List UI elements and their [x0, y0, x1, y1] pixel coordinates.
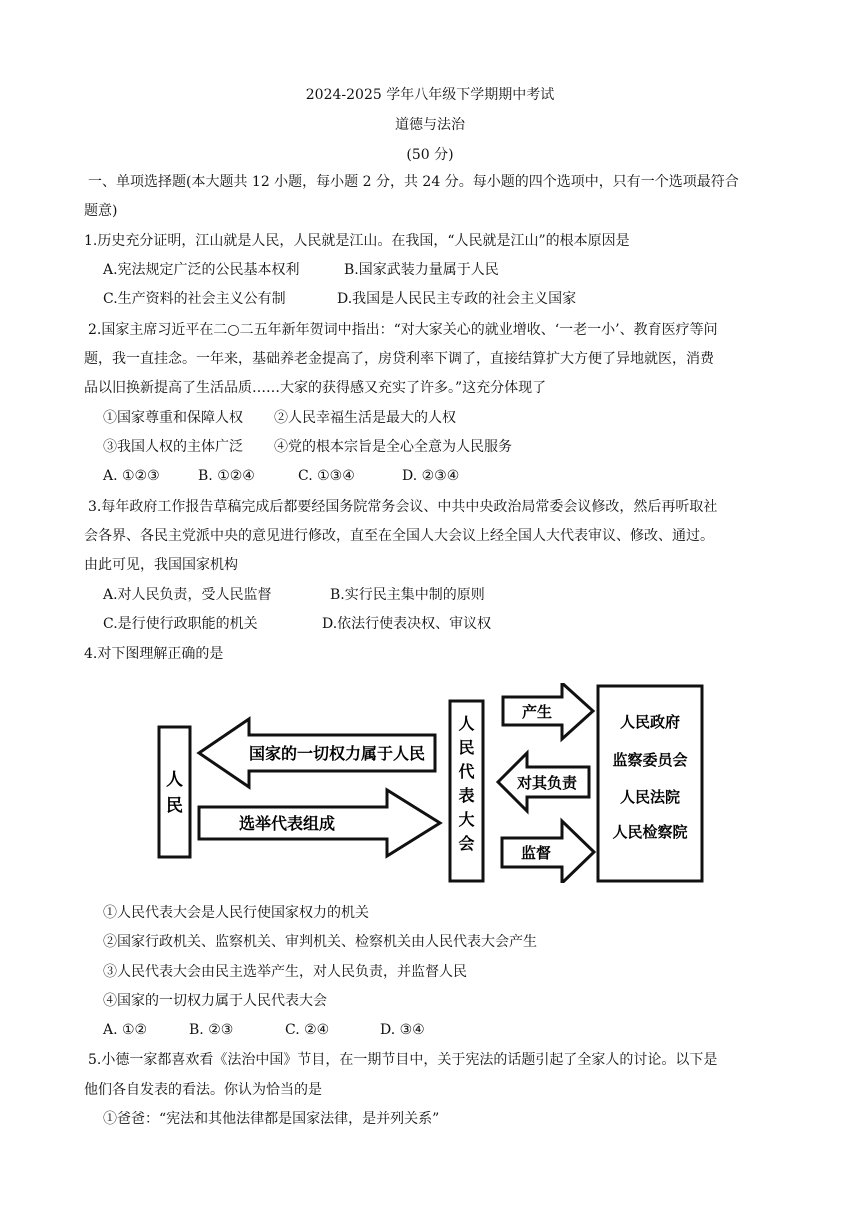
q4-statement-4: ④国家的一切权力属于人民代表大会: [103, 993, 327, 1009]
q4-statement-2: ②国家行政机关、监察机关、审判机关、检察机关由人民代表大会产生: [103, 934, 537, 950]
q1-option-c: C.生产资料的社会主义公有制: [103, 291, 286, 307]
question-2-line2: 题，我一直挂念。一年来，基础养老金提高了，房贷利率下调了，直接结算扩大方便了异地就医，消费: [84, 351, 714, 367]
congress-char-1: 人: [458, 714, 475, 733]
congress-char-6: 会: [458, 834, 475, 853]
question-4-stem: 4.对下图理解正确的是: [84, 646, 224, 662]
question-2-line3: 品以旧换新提高了生活品质……大家的获得感又充实了许多。”这充分体现了: [84, 380, 547, 396]
responsible-label: 对其负责: [516, 774, 578, 792]
question-5-line2: 他们各自发表的看法。你认为恰当的是: [84, 1082, 322, 1098]
organ-government: 人民政府: [619, 713, 681, 731]
organ-court: 人民法院: [619, 788, 681, 806]
q2-option-d: D. ②③④: [402, 468, 460, 484]
elect-label: 选举代表组成: [238, 814, 336, 833]
organ-procuratorate: 人民检察院: [612, 823, 688, 841]
q2-option-a: A. ①②③: [103, 468, 160, 484]
people-char-2: 民: [166, 796, 183, 816]
power-belongs-label: 国家的一切权力属于人民: [248, 744, 426, 763]
organ-supervisory: 监察委员会: [612, 751, 688, 769]
q4-statement-1: ①人民代表大会是人民行使国家权力的机关: [103, 905, 369, 921]
question-3-line2: 会各界、各民主党派中央的意见进行修改，直至在全国人大会议上经全国人大代表审议、修改、通过。: [84, 528, 714, 544]
section-intro-cont: 题意): [84, 203, 118, 219]
q3-option-d: D.依法行使表决权、审议权: [322, 616, 492, 632]
total-score: (50 分): [406, 147, 454, 163]
q4-statement-3: ③人民代表大会由民主选举产生，对人民负责，并监督人民: [103, 964, 467, 980]
q1-option-d: D.我国是人民民主专政的社会主义国家: [337, 291, 577, 307]
q4-option-a: A. ①②: [103, 1022, 148, 1038]
people-box: [159, 727, 190, 857]
congress-char-3: 代: [458, 762, 475, 781]
question-2-line1: 2.国家主席习近平在二○二五年新年贺词中指出：“对大家关心的就业增收、‘一老一小’、教育医疗等问: [88, 322, 718, 338]
q3-option-c: C.是行使行政职能的机关: [103, 616, 258, 632]
q1-option-b: B.国家武装力量属于人民: [344, 262, 499, 278]
state-power-diagram: [157, 683, 704, 883]
q2-option-c: C. ①③④: [298, 468, 355, 484]
question-3-line3: 由此可见，我国国家机构: [84, 557, 238, 573]
congress-char-5: 大: [458, 810, 475, 829]
q2-statement-3: ③我国人权的主体广泛: [103, 439, 243, 455]
q1-option-a: A.宪法规定广泛的公民基本权利: [103, 262, 300, 278]
congress-char-4: 表: [458, 786, 475, 805]
q2-statement-2: ②人民幸福生活是最大的人权: [274, 410, 456, 426]
q2-statement-1: ①国家尊重和保障人权: [103, 410, 243, 426]
supervise-label: 监督: [520, 844, 552, 862]
q2-statement-4: ④党的根本宗旨是全心全意为人民服务: [274, 439, 512, 455]
produce-label: 产生: [521, 703, 553, 721]
section-intro: 一、单项选择题(本大题共 12 小题，每小题 2 分，共 24 分。每小题的四个选项中，只有一个选项最符合: [88, 174, 739, 190]
subject-title: 道德与法治: [395, 117, 465, 133]
q3-option-a: A.对人民负责，受人民监督: [103, 587, 272, 603]
people-char-1: 人: [166, 770, 183, 790]
question-1-stem: 1.历史充分证明，江山就是人民，人民就是江山。在我国，“人民就是江山”的根本原因是: [84, 233, 630, 249]
q3-option-b: B.实行民主集中制的原则: [330, 587, 485, 603]
q4-option-b: B. ②③: [189, 1022, 234, 1038]
question-5-line1: 5.小德一家都喜欢看《法治中国》节目，在一期节目中，关于宪法的话题引起了全家人的讨论。以下是: [88, 1052, 718, 1068]
question-3-line1: 3.每年政府工作报告草稿完成后都要经国务院常务会议、中共中央政治局常委会议修改，然后再听取社: [88, 499, 718, 515]
q2-option-b: B. ①②④: [198, 468, 255, 484]
exam-title: 2024-2025 学年八年级下学期期中考试: [305, 87, 555, 103]
congress-char-2: 民: [458, 738, 475, 757]
q4-option-c: C. ②④: [285, 1022, 330, 1038]
q5-statement-1: ①爸爸：“宪法和其他法律都是国家法律，是并列关系”: [103, 1111, 440, 1127]
q4-option-d: D. ③④: [380, 1022, 425, 1038]
